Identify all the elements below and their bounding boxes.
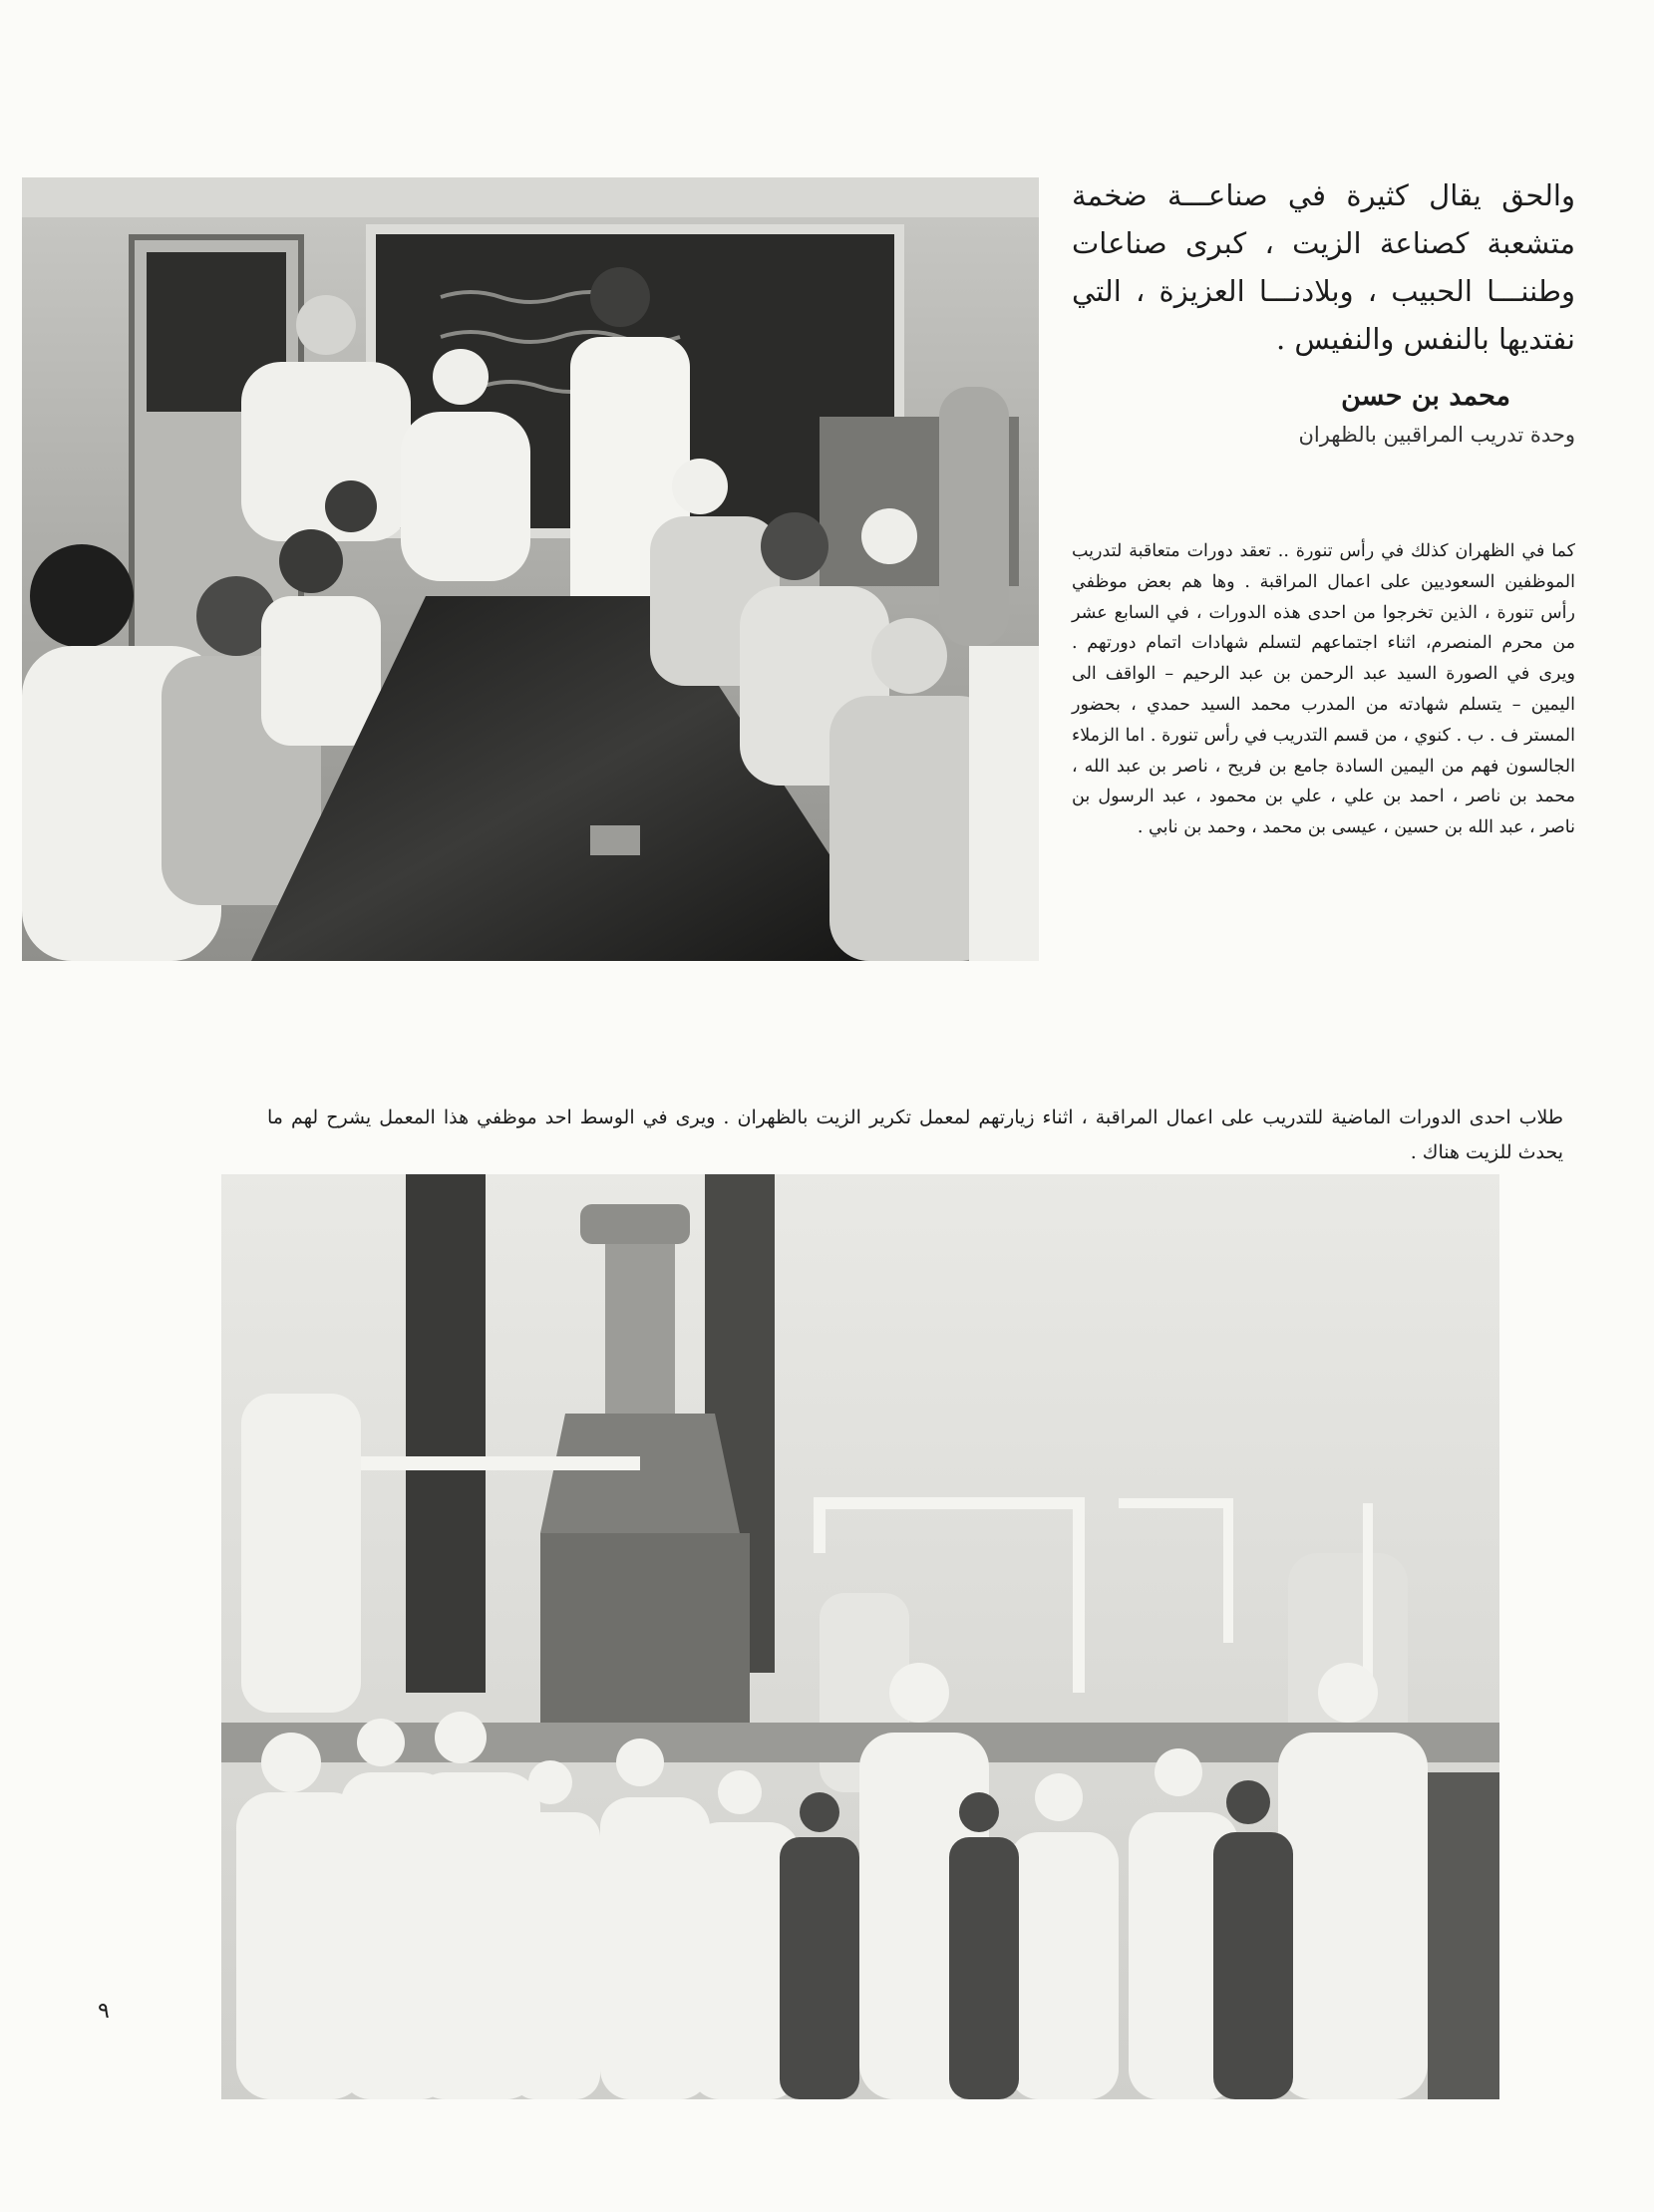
page-number: ٩ bbox=[98, 1999, 110, 2024]
refinery-visit-photo bbox=[221, 1174, 1499, 2099]
photo-caption: طلاب احدى الدورات الماضية للتدريب على اعمال المراقبة ، اثناء زيارتهم لمعمل تكرير الزيت بالظهران . ويرى في الوسط احد موظفي هذا المعمل يشرح لهم ما يحدث للزيت هناك . bbox=[267, 1106, 1563, 1163]
author-name: محمد بن حسن bbox=[1341, 381, 1510, 412]
author-unit: وحدة تدريب المراقبين بالظهران bbox=[1298, 423, 1575, 447]
classroom-photo bbox=[22, 177, 1039, 961]
quote-paragraph: والحق يقال كثيرة في صناعـــة ضخمة متشعبة كصناعة الزيت ، كبرى صناعات وطننـــا الحبيب ، وبلادنـــا العزيزة ، التي نفتديها بالنفس والنفيس . bbox=[1072, 178, 1575, 356]
article-paragraph: كما في الظهران كذلك في رأس تنورة .. تعقد دورات متعاقبة لتدريب الموظفين السعوديين على اعمال المراقبة . وها هم بعض موظفي رأس تنورة ، الذين تخرجوا من احدى هذه الدورات ، في السابع عشر من محرم المنصرم، اثناء اجتماعهم لتسلم شهادات اتمام دورتهم . ويرى في الصورة السيد عبد الرحمن بن عبد الرحيم – الواقف الى اليمين – يتسلم شهادته من المدرب محمد السيد حمدي ، بحضور المستر ف . ب . كنوي ، من قسم التدريب في رأس تنورة . اما الزملاء الجالسون فهم من اليمين السادة جامع بن فريح ، ناصر بن عبد الله ، محمد بن ناصر ، احمد بن علي ، علي بن محمود ، عبد الرسول بن ناصر ، عبد الله بن حسين ، عيسى بن محمد ، وحمد بن نابي . bbox=[1072, 541, 1575, 838]
